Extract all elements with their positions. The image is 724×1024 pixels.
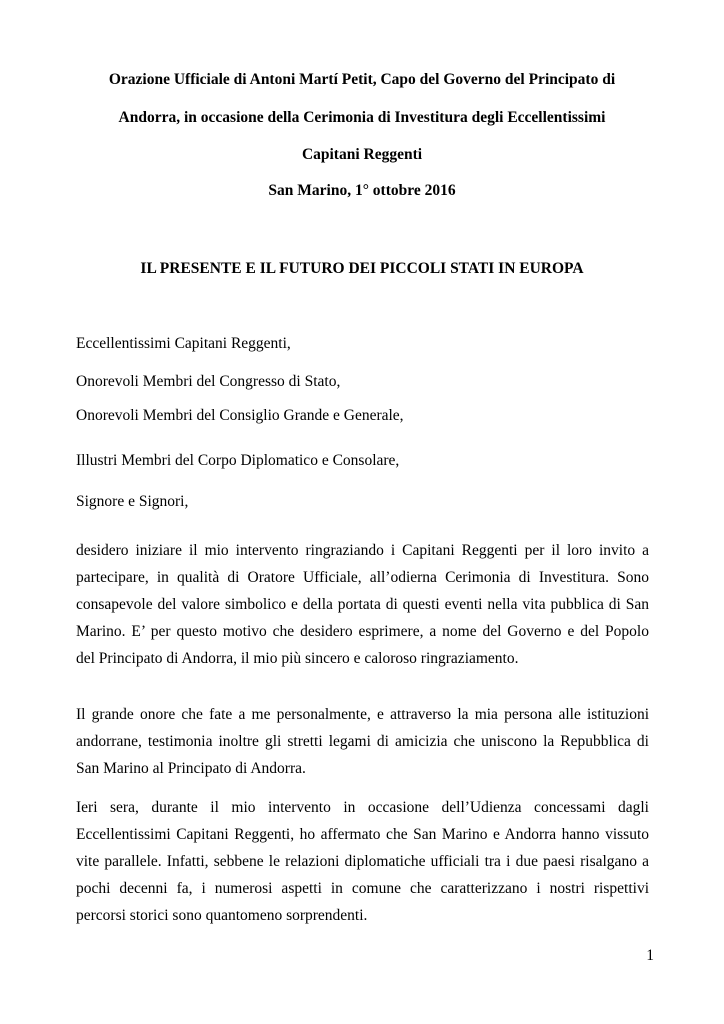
heading-date-line: San Marino, 1° ottobre 2016 xyxy=(268,182,456,199)
heading-line-3: Capitani Reggenti xyxy=(301,146,423,163)
paragraph-line: partecipare, in qualità di Oratore Ufficiale, all’odierna Cerimonia di Investitura. Sono xyxy=(76,569,649,586)
section-title: IL PRESENTE E IL FUTURO DEI PICCOLI STATI IN EUROPA xyxy=(140,260,584,277)
heading-line-1: Orazione Ufficiale di Antoni Martí Petit, Capo del Governo del Principato di xyxy=(108,71,616,88)
paragraph-line: del Principato di Andorra, il mio più sincero e caloroso ringraziamento. xyxy=(76,650,519,667)
paragraph-line: vite parallele. Infatti, sebbene le relazioni diplomatiche ufficiali tra i due paesi risalgano a xyxy=(76,853,649,870)
paragraph-line: andorrane, testimonia inoltre gli stretti legami di amicizia che uniscono la Repubblica di xyxy=(76,733,649,750)
paragraph-line: desidero iniziare il mio intervento ringraziando i Capitani Reggenti per il loro invito a xyxy=(76,542,649,559)
paragraph-line: percorsi storici sono quantomeno sorprendenti. xyxy=(76,907,368,924)
heading-line-2: Andorra, in occasione della Cerimonia di Investitura degli Eccellentissimi xyxy=(118,109,606,126)
paragraph-line: consapevole del valore simbolico e della portata di questi eventi nella vita pubblica di San xyxy=(76,596,649,613)
paragraph-line: San Marino al Principato di Andorra. xyxy=(76,760,306,777)
paragraph-line: Marino. E’ per questo motivo che desidero esprimere, a nome del Governo e del Popolo xyxy=(76,623,649,640)
salutation-line: Illustri Membri del Corpo Diplomatico e Consolare, xyxy=(76,452,400,469)
salutation-line: Signore e Signori, xyxy=(76,493,189,510)
paragraph-line: Il grande onore che fate a me personalmente, e attraverso la mia persona alle istituzioni xyxy=(76,706,649,723)
salutation-line: Eccellentissimi Capitani Reggenti, xyxy=(76,335,291,352)
page-number: 1 xyxy=(646,947,654,964)
paragraph-line: Ieri sera, durante il mio intervento in occasione dell’Udienza concessami dagli xyxy=(76,799,649,816)
paragraph-line: pochi decenni fa, i numerosi aspetti in comune che caratterizzano i nostri rispettivi xyxy=(76,880,649,897)
paragraph-line: Eccellentissimi Capitani Reggenti, ho affermato che San Marino e Andorra hanno vissuto xyxy=(76,826,649,843)
salutation-line: Onorevoli Membri del Congresso di Stato, xyxy=(76,373,341,390)
salutation-line: Onorevoli Membri del Consiglio Grande e Generale, xyxy=(76,407,404,424)
